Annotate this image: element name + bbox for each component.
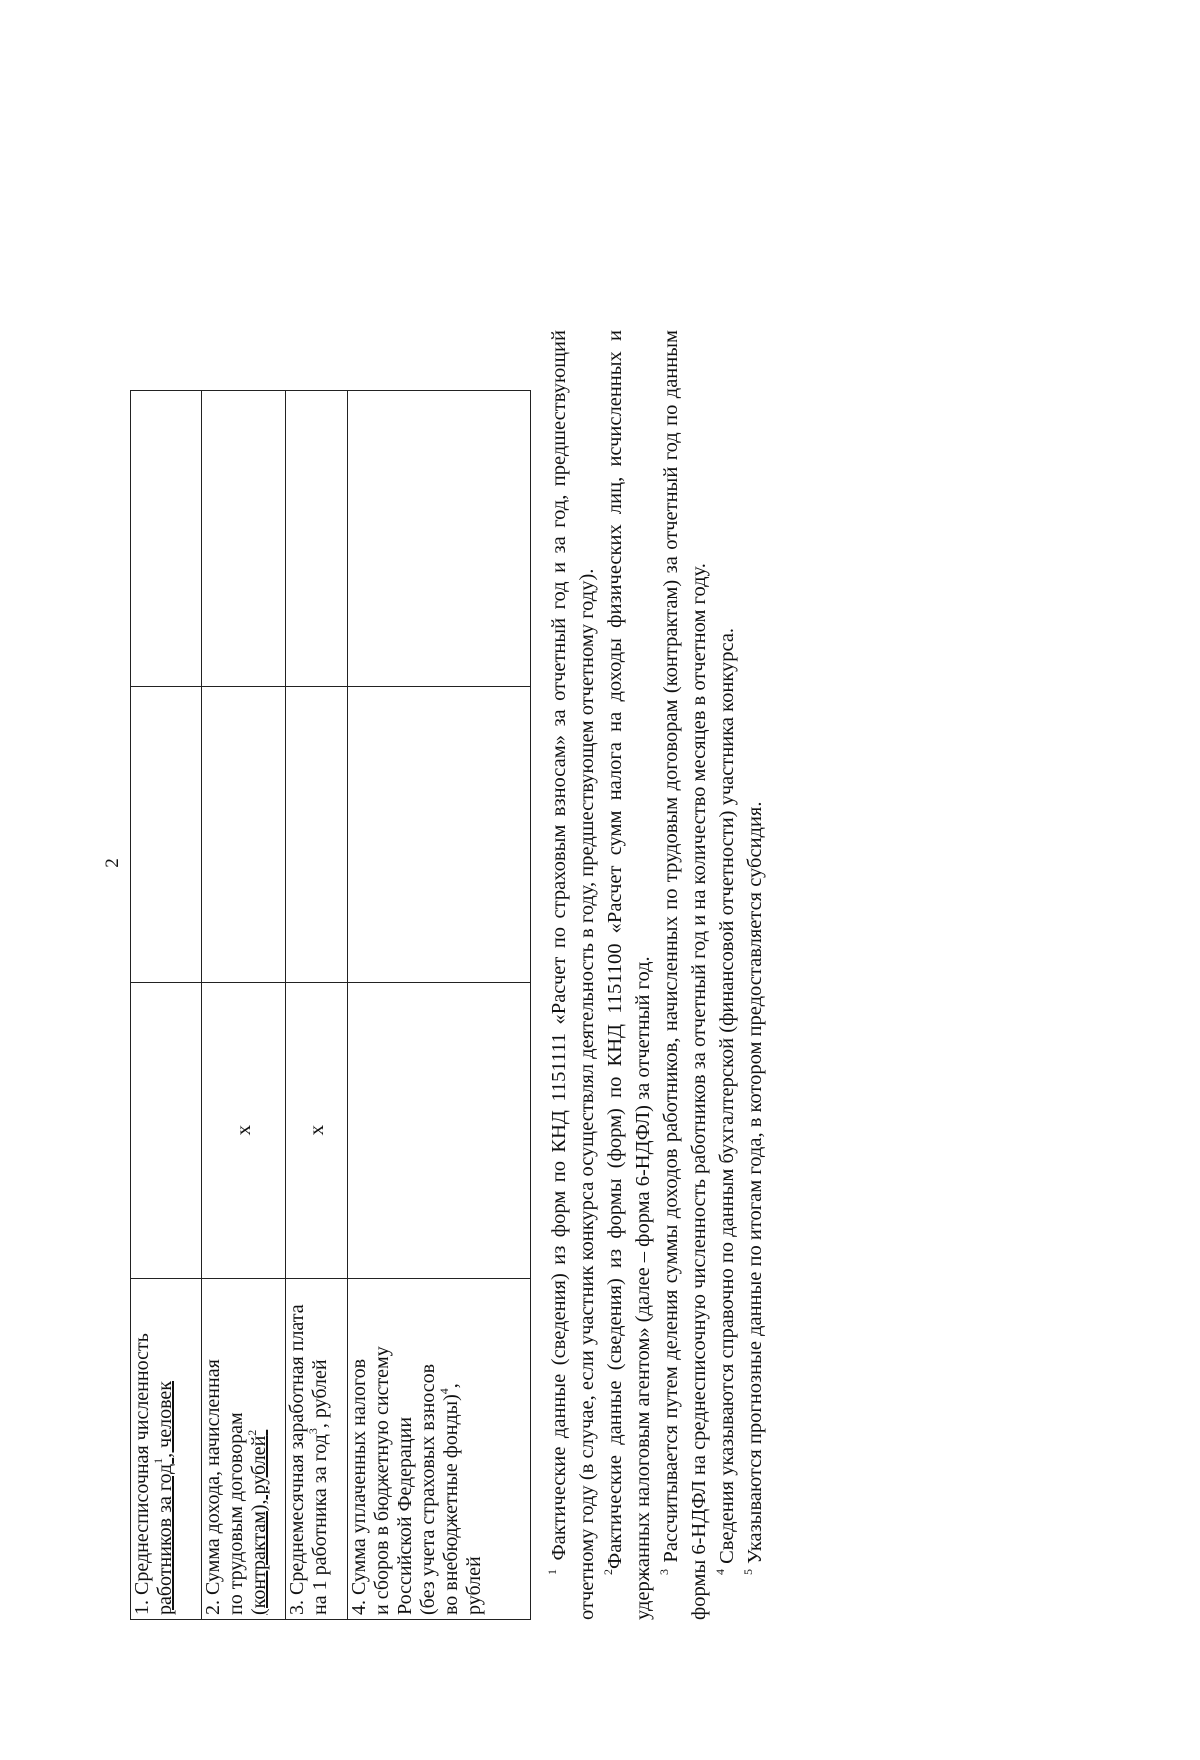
footnote: $^1$ Фактические данные (сведения) из форм по КНД 1151111 «Расчет по страховым взносам» за отчетный год и за год, предшествующий отчетному году (в случае, если участник конкурса осуществлял деятельность в году, предшествующем отчетному году).	[545, 330, 598, 1620]
page-number: 2	[102, 858, 123, 868]
footnotes	[545, 330, 769, 1620]
table-cell-mark: х	[202, 982, 286, 1278]
footnote: $^3$ Рассчитывается путем деления суммы доходов работников, начисленных по трудовым договорам (контрактам) за отчетный год по данным формы 6-НДФЛ на среднесписочную численность работников за отчетный год и на количество месяцев в отчетном году.	[657, 330, 710, 1620]
table-cell	[286, 391, 348, 687]
footnote: $^5$ Указываются прогнозные данные по итогам года, в котором предоставляется субсидия.	[741, 801, 766, 1575]
table-cell	[131, 391, 202, 687]
landscape-content	[130, 280, 970, 1760]
row-label: 3. Среднемесячная заработная плата на 1 работника за год$^3$, рублей	[286, 1278, 348, 1619]
table-cell	[348, 686, 531, 982]
table-row	[348, 391, 531, 1620]
table-cell	[348, 391, 531, 687]
table-cell-mark: х	[286, 982, 348, 1278]
row-label: 4. Сумма уплаченных налогов и сборов в бюджетную систему Российской Федерации (без учета страховых взносов во внебюджетные фонды)$^4$, рублей	[348, 1278, 531, 1619]
table-cell	[286, 686, 348, 982]
row-label: 2. Сумма дохода, начисленная по трудовым договорам (контрактам), рублей$^2$	[202, 1278, 286, 1619]
footnote-ref: 3	[306, 1428, 320, 1435]
table-cell	[202, 391, 286, 687]
table-cell	[348, 982, 531, 1278]
footnote-ref: 4	[437, 1388, 451, 1395]
table-row	[131, 391, 202, 1620]
footnote: $^4$ Сведения указываются справочно по данным бухгалтерской (финансовой отчетности) участника конкурса.	[713, 627, 738, 1575]
table-cell	[202, 686, 286, 982]
table-cell	[131, 686, 202, 982]
footnote: $^2$Фактические данные (сведения) из формы (форм) по КНД 1151100 «Расчет сумм налога на доходы физических лиц, исчисленных и удержанных налоговым агентом» (далее – форма 6-НДФЛ) за отчетный год.	[601, 330, 654, 1620]
indicators-table	[130, 390, 531, 1620]
row-label: 1. Среднесписочная численность работников за год$^1$, человек	[131, 1278, 202, 1619]
footnote-ref: 2	[245, 1429, 259, 1436]
table-row	[286, 391, 348, 1620]
footnote-ref: 1	[151, 1457, 165, 1464]
table-row	[202, 391, 286, 1620]
table-cell	[131, 982, 202, 1278]
